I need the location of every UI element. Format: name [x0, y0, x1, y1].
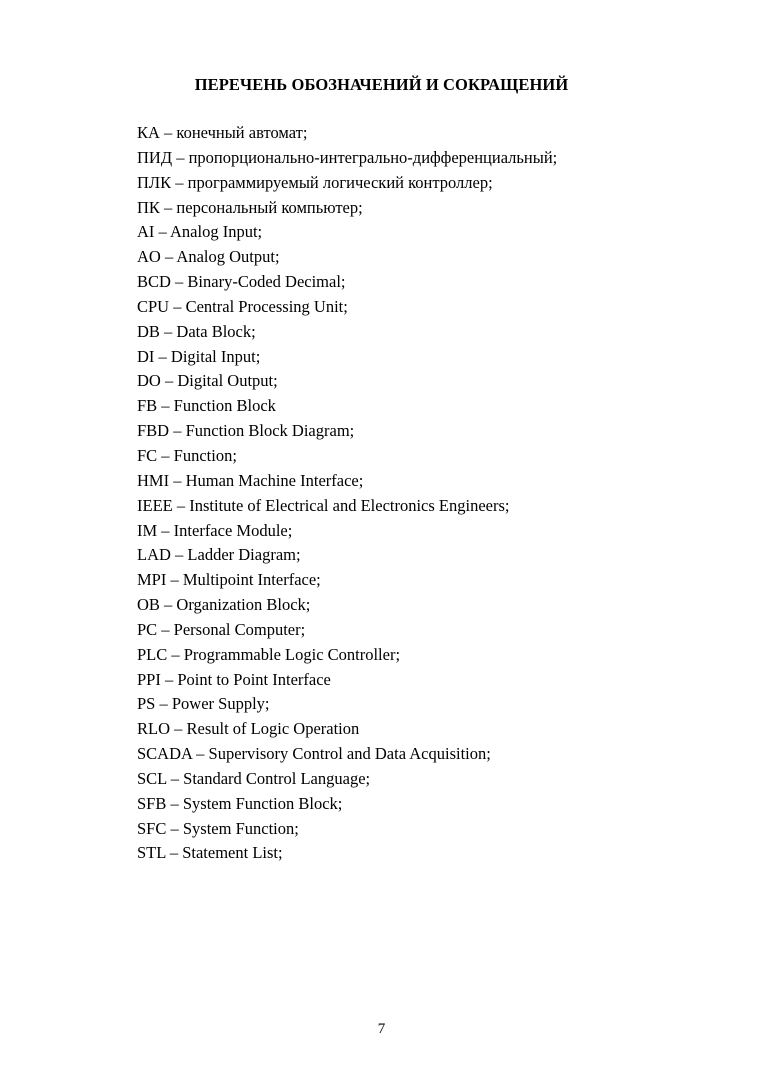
- list-item: SCL – Standard Control Language;: [137, 768, 371, 788]
- list-item: PC – Personal Computer;: [137, 619, 306, 639]
- list-item: ПК – персональный компьютер;: [137, 197, 363, 217]
- list-item: PS – Power Supply;: [137, 694, 270, 714]
- list-item: ПЛК – программируемый логический контроллер;: [137, 172, 493, 192]
- list-item: AO – Analog Output;: [137, 247, 280, 267]
- list-item: PPI – Point to Point Interface: [137, 669, 331, 689]
- list-item: STL – Statement List;: [137, 843, 283, 863]
- list-item: IEEE – Institute of Electrical and Electronics Engineers;: [137, 495, 510, 515]
- list-item: HMI – Human Machine Interface;: [137, 470, 364, 490]
- list-item: SFC – System Function;: [137, 818, 299, 838]
- list-item: IM – Interface Module;: [137, 520, 293, 540]
- list-item: BCD – Binary-Coded Decimal;: [137, 272, 346, 292]
- abbreviation-list: [137, 121, 557, 866]
- list-item: MPI – Multipoint Interface;: [137, 570, 321, 590]
- list-item: DI – Digital Input;: [137, 346, 261, 366]
- list-item: DO – Digital Output;: [137, 371, 278, 391]
- list-item: FB – Function Block: [137, 396, 276, 416]
- list-item: DB – Data Block;: [137, 321, 256, 341]
- list-item: FBD – Function Block Diagram;: [137, 421, 355, 441]
- list-item: OB – Organization Block;: [137, 595, 311, 615]
- list-item: CPU – Central Processing Unit;: [137, 296, 348, 316]
- page-title: ПЕРЕЧЕНЬ ОБОЗНАЧЕНИЙ И СОКРАЩЕНИЙ: [194, 75, 569, 94]
- list-item: КА – конечный автомат;: [137, 123, 308, 142]
- list-item: PLC – Programmable Logic Controller;: [137, 644, 401, 664]
- list-item: LAD – Ladder Diagram;: [137, 545, 301, 565]
- list-item: FC – Function;: [137, 445, 237, 465]
- list-item: AI – Analog Input;: [137, 222, 263, 242]
- page-number: 7: [377, 1021, 386, 1037]
- list-item: RLO – Result of Logic Operation: [137, 719, 360, 739]
- list-item: SCADA – Supervisory Control and Data Acquisition;: [137, 744, 491, 764]
- list-item: ПИД – пропорционально-интегрально-дифференциальный;: [137, 147, 558, 167]
- list-item: SFB – System Function Block;: [137, 793, 343, 813]
